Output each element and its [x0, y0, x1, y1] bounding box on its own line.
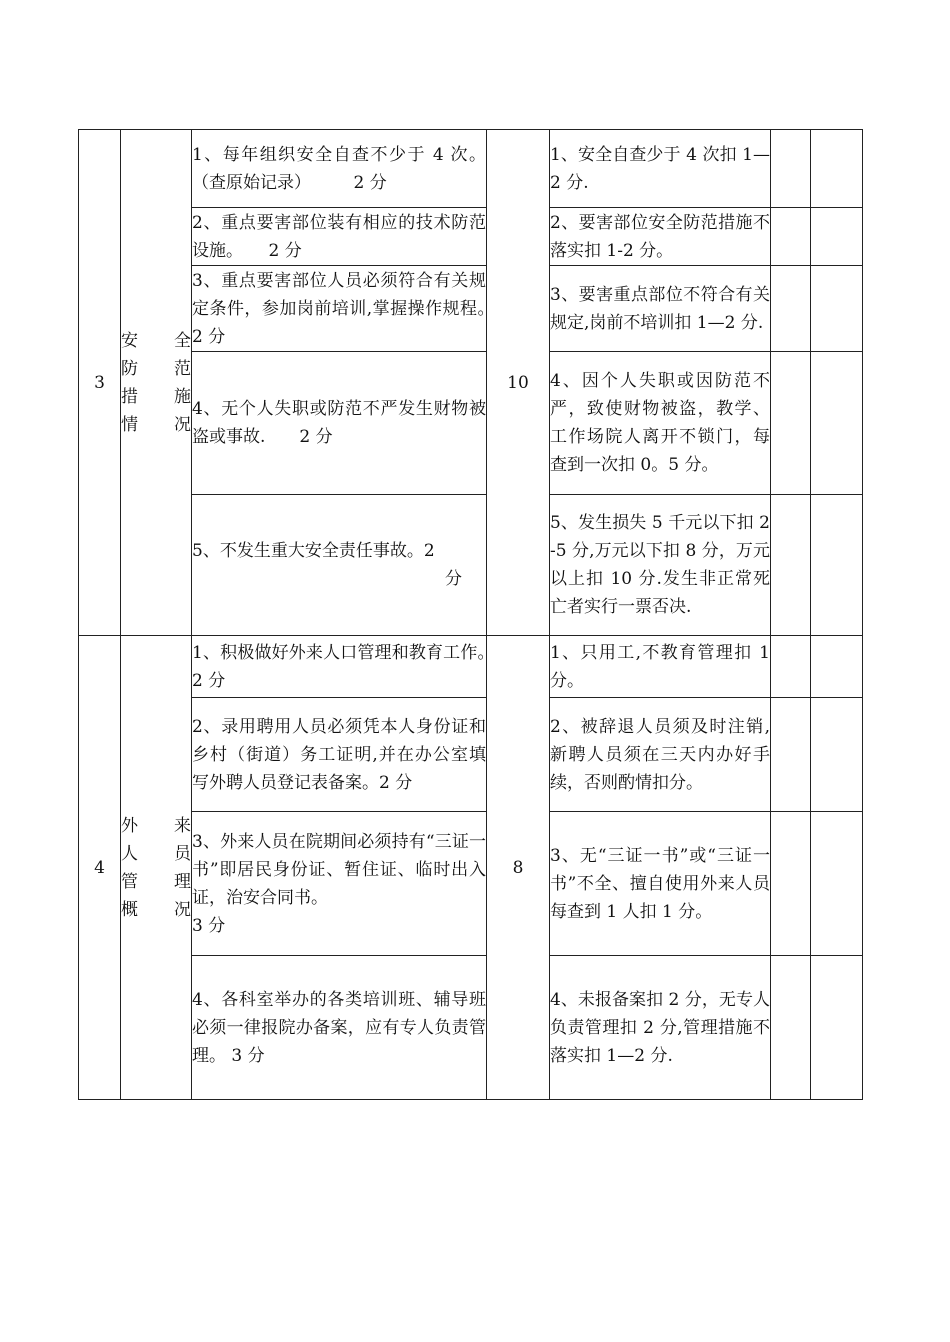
blank-cell [771, 266, 811, 352]
blank-cell [771, 636, 811, 698]
criterion-text: 3、外来人员在院期间必须持有“三证一书”即居民身份证、暂住证、临时出入证，治安合同书。 [192, 831, 486, 908]
deduction-cell: 2、要害部位安全防范措施不落实扣 1-2 分。 [550, 208, 771, 266]
evaluation-table [78, 129, 863, 1100]
deduction-cell: 5、发生损失 5 千元以下扣 2-5 分,万元以下扣 8 分，万元以上扣 10 分.发生非正常死亡者实行一票否决. [550, 495, 771, 636]
table-row [79, 698, 863, 812]
blank-cell [811, 812, 863, 956]
section-score: 10 [487, 130, 550, 636]
table-row [79, 130, 863, 208]
blank-cell [771, 956, 811, 1100]
section-number: 3 [79, 130, 121, 636]
table-row [79, 266, 863, 352]
table-row [79, 636, 863, 698]
deduction-cell: 2、被辞退人员须及时注销,新聘人员须在三天内办好手续，否则酌情扣分。 [550, 698, 771, 812]
section-category: 安 全 防 范 措 施 情 况 [121, 130, 192, 636]
criterion-cell: 1、每年组织安全自查不少于 4 次。（查原始记录） 2 分 [192, 130, 487, 208]
criterion-cell: 2、录用聘用人员必须凭本人身份证和乡村（街道）务工证明,并在办公室填写外聘人员登记表备案。2 分 [192, 698, 487, 812]
deduction-cell: 3、无“三证一书”或“三证一书”不全、擅自使用外来人员每查到 1 人扣 1 分。 [550, 812, 771, 956]
criterion-cell: 4、无个人失职或防范不严发生财物被盗或事故. 2 分 [192, 352, 487, 495]
criterion-cell: 4、各科室举办的各类培训班、辅导班必须一律报院办备案，应有专人负责管理。 3 分 [192, 956, 487, 1100]
blank-cell [771, 698, 811, 812]
criterion-cell: 3、重点要害部位人员必须符合有关规定条件，参加岗前培训,掌握操作规程。 2 分 [192, 266, 487, 352]
deduction-cell: 4、未报备案扣 2 分，无专人负责管理扣 2 分,管理措施不落实扣 1—2 分. [550, 956, 771, 1100]
table-row [79, 495, 863, 636]
blank-cell [771, 208, 811, 266]
criterion-cell: 1、积极做好外来人口管理和教育工作。 2 分 [192, 636, 487, 698]
section-number: 4 [79, 636, 121, 1100]
criterion-points: 分 [445, 569, 462, 589]
blank-cell [811, 698, 863, 812]
table-row [79, 208, 863, 266]
blank-cell [811, 130, 863, 208]
blank-cell [771, 812, 811, 956]
blank-cell [811, 956, 863, 1100]
criterion-cell: 2、重点要害部位装有相应的技术防范设施。 2 分 [192, 208, 487, 266]
blank-cell [811, 208, 863, 266]
table-row [79, 812, 863, 956]
deduction-cell: 4、因个人失职或因防范不严，致使财物被盗，教学、工作场院人离开不锁门，每查到一次扣 0。5 分。 [550, 352, 771, 495]
deduction-cell: 3、要害重点部位不符合有关规定,岗前不培训扣 1—2 分. [550, 266, 771, 352]
section-score: 8 [487, 636, 550, 1100]
section-category: 外 来 人 员 管 理 概 况 [121, 636, 192, 1100]
blank-cell [771, 495, 811, 636]
criterion-text: 5、不发生重大安全责任事故。2 [192, 541, 435, 561]
blank-cell [811, 636, 863, 698]
blank-cell [771, 130, 811, 208]
deduction-cell: 1、只用工,不教育管理扣 1 分。 [550, 636, 771, 698]
table-row [79, 956, 863, 1100]
criterion-cell [192, 812, 487, 956]
deduction-cell: 1、安全自查少于 4 次扣 1—2 分. [550, 130, 771, 208]
table-row [79, 352, 863, 495]
blank-cell [811, 495, 863, 636]
criterion-points: 3 分 [192, 915, 226, 936]
blank-cell [771, 352, 811, 495]
criterion-cell [192, 495, 487, 636]
blank-cell [811, 352, 863, 495]
blank-cell [811, 266, 863, 352]
